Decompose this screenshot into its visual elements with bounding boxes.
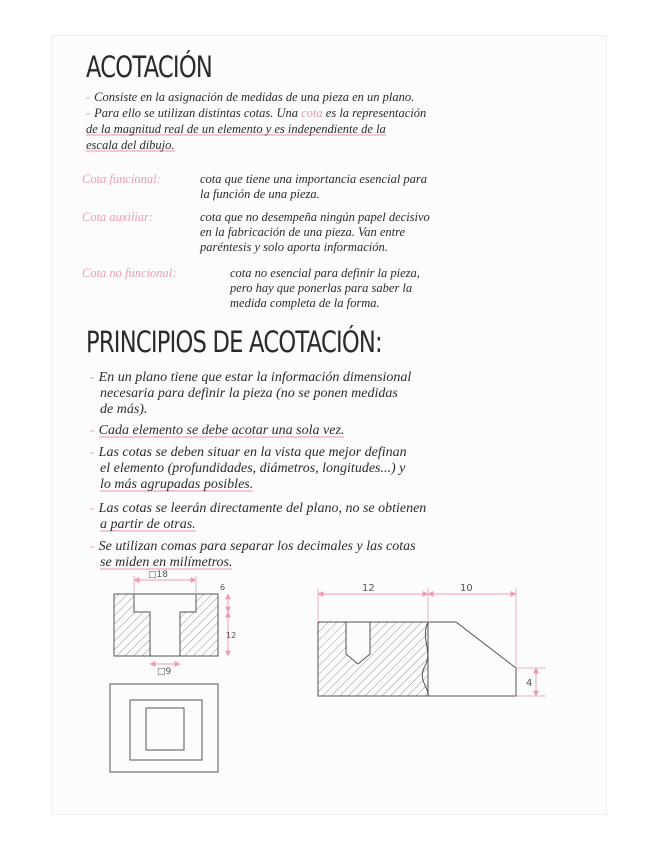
dim-text: □18 [148, 570, 168, 580]
type-text-auxiliar-1: cota que no desempeña ningún papel decisivo [200, 210, 430, 224]
section-title-principios: PRINCIPIOS DE ACOTACIÓN: [86, 325, 382, 359]
principle-1-line-2: necesaria para definir la pieza (no se ponen medidas [100, 386, 398, 401]
principle-1-line-3: de más). [100, 402, 148, 417]
principle-5-line-2: se miden en milímetros. [100, 555, 233, 570]
type-text-no-funcional-3: medida completa de la forma. [230, 296, 380, 310]
paragraph-cotas-line3: escala del dibujo. [86, 138, 175, 152]
bullet-icon: - [90, 539, 95, 554]
type-text-funcional-2: la función de una pieza. [200, 187, 320, 201]
dim-text: □9 [157, 667, 172, 677]
paragraph-definition: - Consiste en la asignación de medidas de una pieza en un plano. [86, 90, 415, 104]
type-text-no-funcional-2: pero hay que ponerlas para saber la [230, 281, 413, 295]
principle-3-line-3: lo más agrupadas posibles. [100, 477, 254, 492]
type-text-auxiliar-2: en la fabricación de una pieza. Van entre [200, 225, 406, 239]
type-label-funcional: Cota funcional: [82, 172, 161, 186]
principle-3-line-1: - Las cotas se deben situar en la vista que mejor definan [90, 445, 407, 460]
type-text-auxiliar-3: paréntesis y solo aporta información. [200, 240, 388, 254]
dim-text: 12 [362, 583, 375, 594]
section-title-acotacion: ACOTACIÓN [86, 50, 212, 84]
section-view-left [114, 570, 236, 677]
dim-text: 12 [226, 631, 237, 640]
plan-view-left [110, 684, 218, 772]
bullet-icon: - [86, 106, 91, 120]
principle-3-line-2: el elemento (profundidades, diámetros, longitudes...) y [100, 461, 406, 476]
type-text-funcional-1: cota que tiene una importancia esencial para [200, 172, 428, 186]
type-label-auxiliar: Cota auxiliar: [82, 210, 154, 224]
type-label-no-funcional: Cota no funcional: [82, 266, 177, 280]
bullet-icon: - [90, 445, 95, 460]
section-view-right [318, 583, 546, 696]
type-text-no-funcional-1: cota no esencial para definir la pieza, [230, 266, 420, 280]
principle-5-line-1: - Se utilizan comas para separar los decimales y las cotas [90, 539, 416, 554]
bullet-icon: - [90, 423, 95, 438]
dim-text: 4 [526, 678, 533, 689]
principle-4-line-2: a partir de otras. [100, 517, 196, 532]
highlight-word: cota [301, 106, 323, 120]
dim-text: 6 [220, 583, 226, 592]
principle-2-line-1: - Cada elemento se debe acotar una sola vez. [90, 423, 345, 438]
paragraph-cotas: - Para ello se utilizan distintas cotas. Una cota es la representación [86, 106, 427, 120]
bullet-icon: - [90, 370, 95, 385]
principle-1-line-1: - En un plano tiene que estar la información dimensional [90, 370, 412, 385]
dim-text: 10 [460, 583, 473, 594]
principle-4-line-1: - Las cotas se leerán directamente del plano, no se obtienen [90, 501, 427, 516]
paragraph-cotas-line2: de la magnitud real de un elemento y es independiente de la [86, 122, 386, 136]
bullet-icon: - [90, 501, 95, 516]
bullet-icon: - [86, 90, 91, 104]
